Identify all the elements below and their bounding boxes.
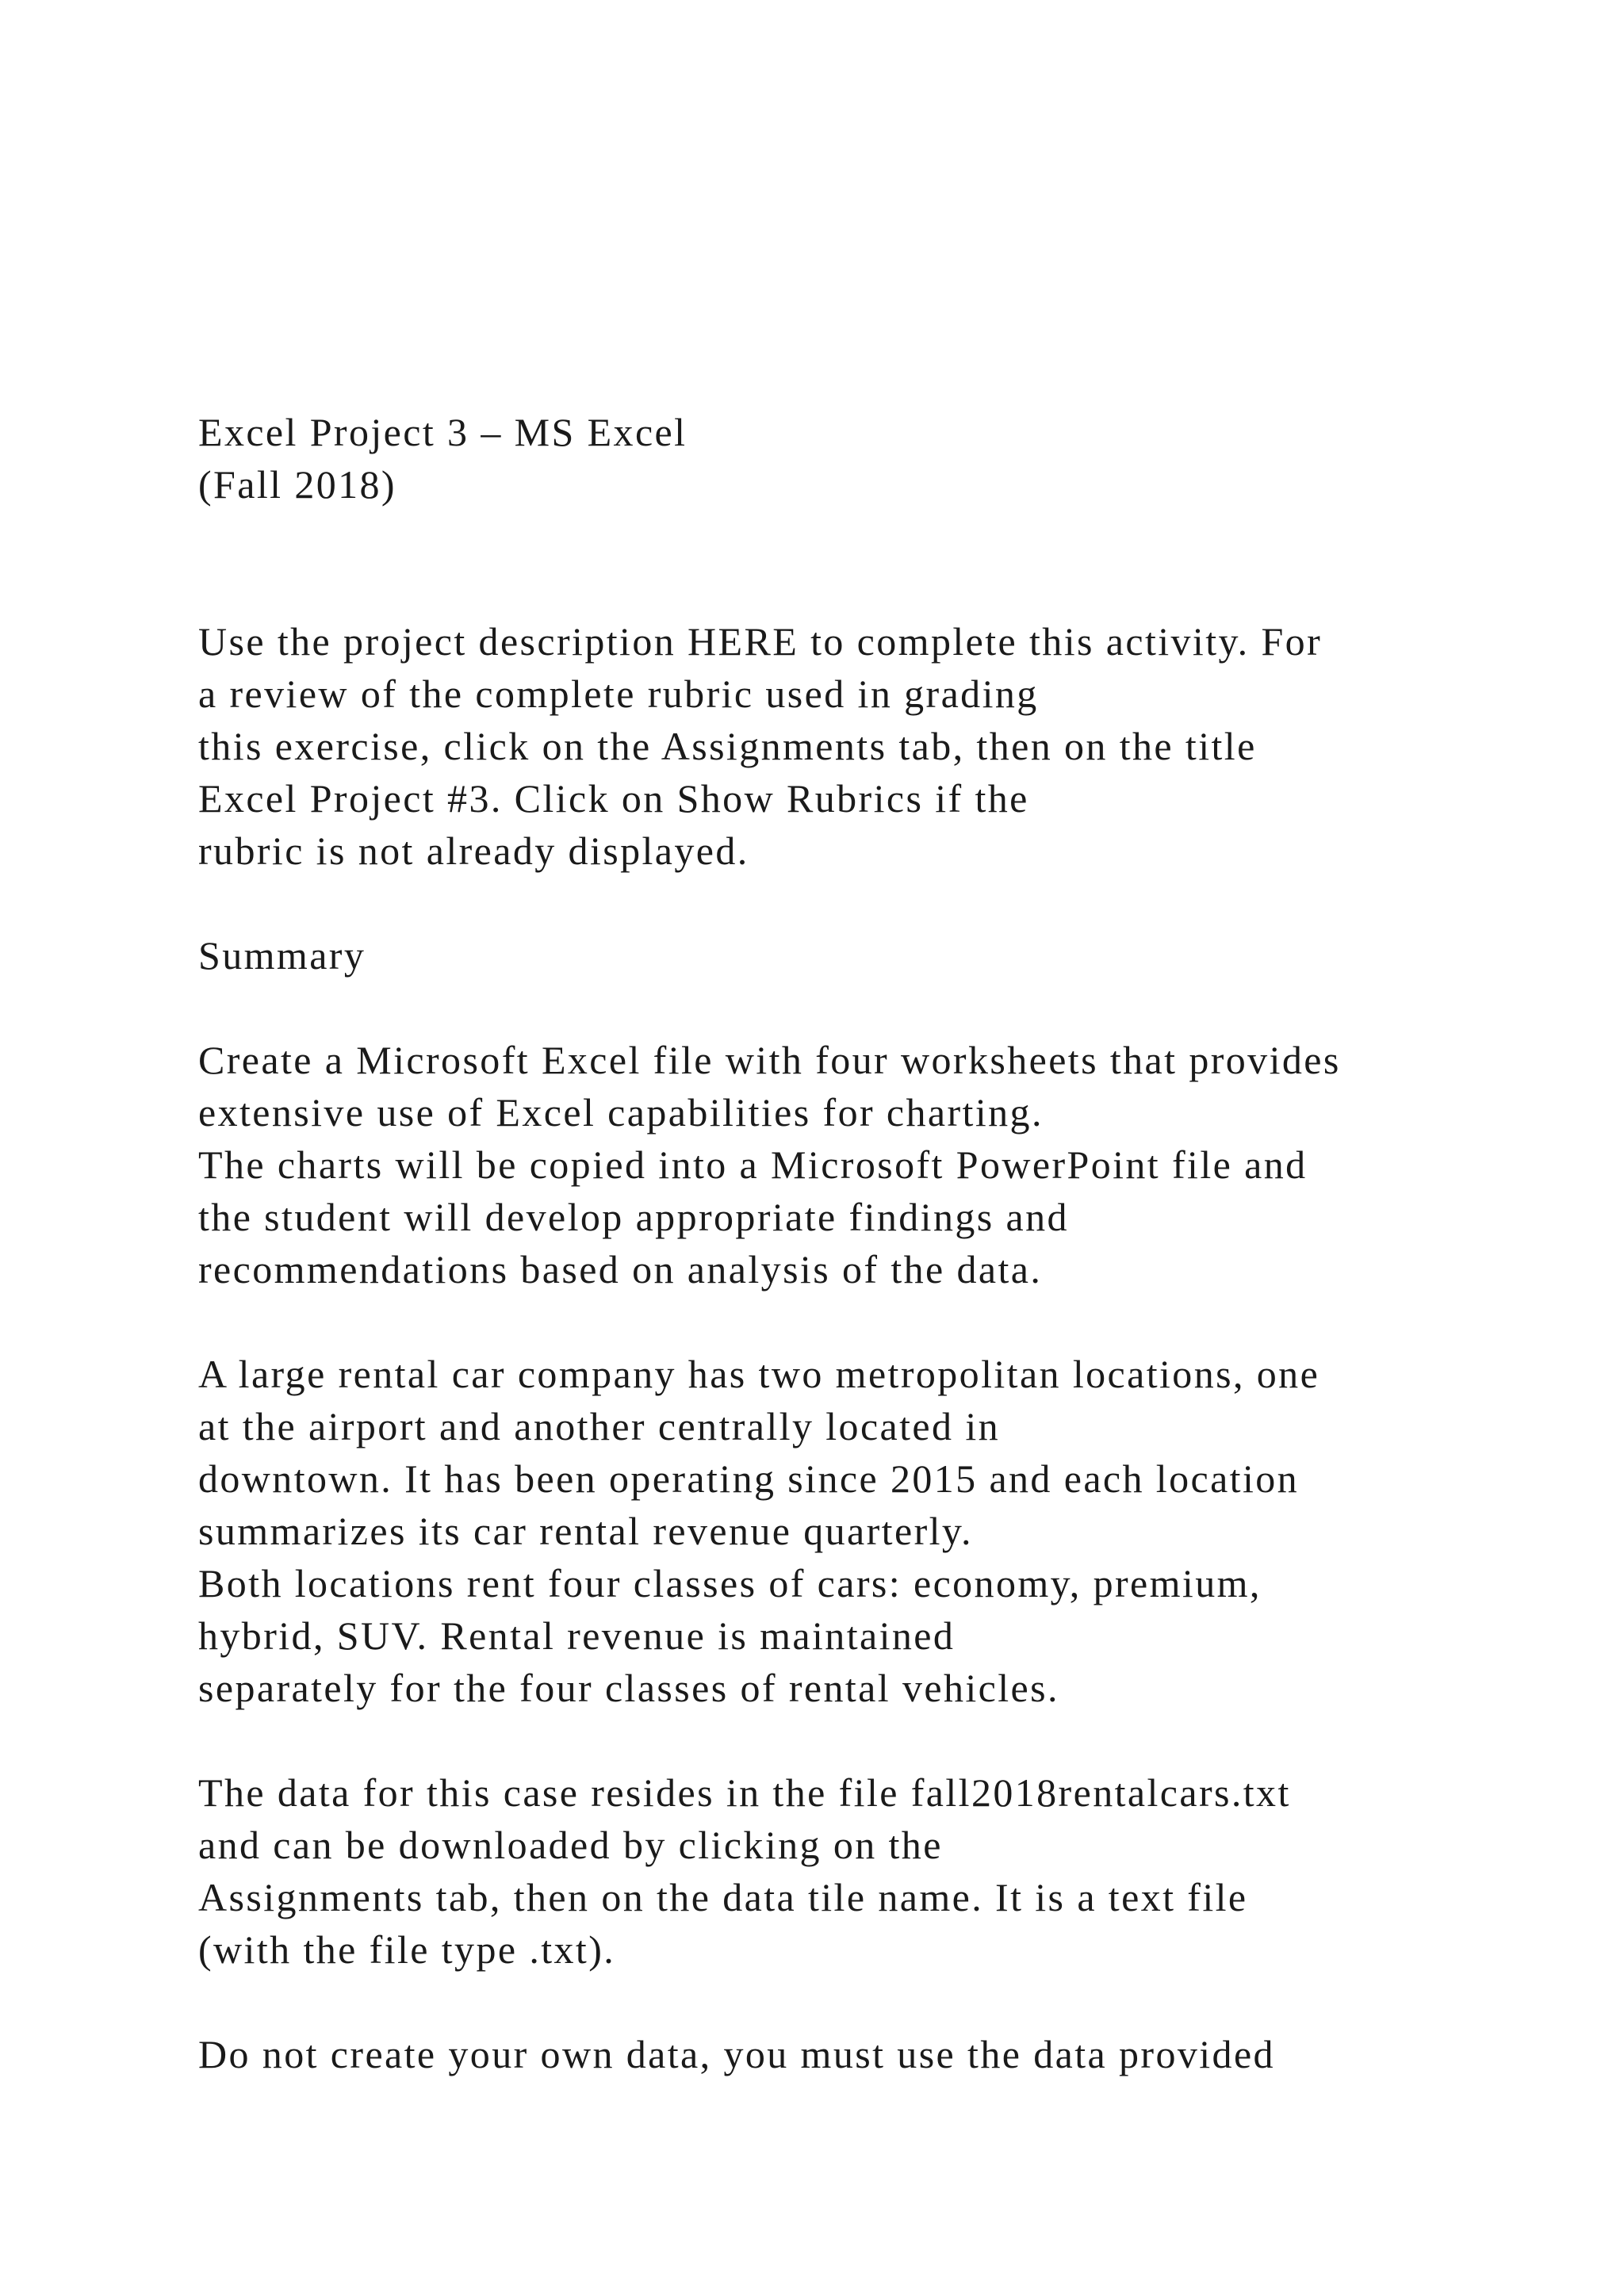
paragraph-line: Do not create your own data, you must use the data provided (198, 2032, 1275, 2076)
paragraph-spacer (198, 877, 1546, 929)
paragraph-line: downtown. It has been operating since 2015 and each location (198, 1456, 1300, 1501)
paragraph-line: The charts will be copied into a Microsoft PowerPoint file and (198, 1142, 1308, 1187)
intro-paragraph (198, 615, 1546, 877)
paragraph-line: Use the project description HERE to complete this activity. For (198, 619, 1323, 664)
paragraph-spacer (198, 1295, 1546, 1348)
paragraph-line: a review of the complete rubric used in grading (198, 672, 1039, 716)
paragraph-line: (with the file type .txt). (198, 1927, 616, 1972)
document-body (198, 406, 1546, 2080)
summary-heading: Summary (198, 933, 366, 978)
paragraph-line: Both locations rent four classes of cars: economy, premium, (198, 1561, 1262, 1605)
paragraph-line: recommendations based on analysis of the data. (198, 1247, 1043, 1292)
paragraph-spacer (198, 1976, 1546, 2028)
paragraph-line: The data for this case resides in the file fall2018rentalcars.txt (198, 1770, 1291, 1815)
paragraph-line: and can be downloaded by clicking on the (198, 1823, 943, 1867)
paragraph-line: Excel Project #3. Click on Show Rubrics if the (198, 776, 1029, 821)
summary-paragraph (198, 1034, 1546, 1295)
paragraph-line: A large rental car company has two metropolitan locations, one (198, 1352, 1320, 1396)
company-paragraph (198, 1348, 1546, 1714)
paragraph-line: this exercise, click on the Assignments tab, then on the title (198, 724, 1257, 768)
paragraph-spacer (198, 1714, 1546, 1766)
paragraph-line: Assignments tab, then on the data tile name. It is a text file (198, 1875, 1248, 1919)
paragraph-line: summarizes its car rental revenue quarterly. (198, 1509, 973, 1553)
paragraph-line: the student will develop appropriate findings and (198, 1195, 1069, 1239)
data-paragraph (198, 1766, 1546, 1976)
paragraph-line: rubric is not already displayed. (198, 828, 749, 873)
closing-paragraph (198, 2028, 1546, 2080)
title-line: (Fall 2018) (198, 462, 396, 507)
paragraph-spacer (198, 982, 1546, 1034)
paragraph-spacer (198, 511, 1546, 615)
title-line: Excel Project 3 – MS Excel (198, 410, 688, 454)
document-title (198, 406, 1546, 511)
paragraph-line: Create a Microsoft Excel file with four worksheets that provides (198, 1038, 1341, 1082)
paragraph-line: at the airport and another centrally located in (198, 1404, 1001, 1448)
paragraph-line: separately for the four classes of rental vehicles. (198, 1666, 1059, 1710)
paragraph-line: extensive use of Excel capabilities for charting. (198, 1090, 1044, 1135)
paragraph-line: hybrid, SUV. Rental revenue is maintained (198, 1613, 956, 1658)
